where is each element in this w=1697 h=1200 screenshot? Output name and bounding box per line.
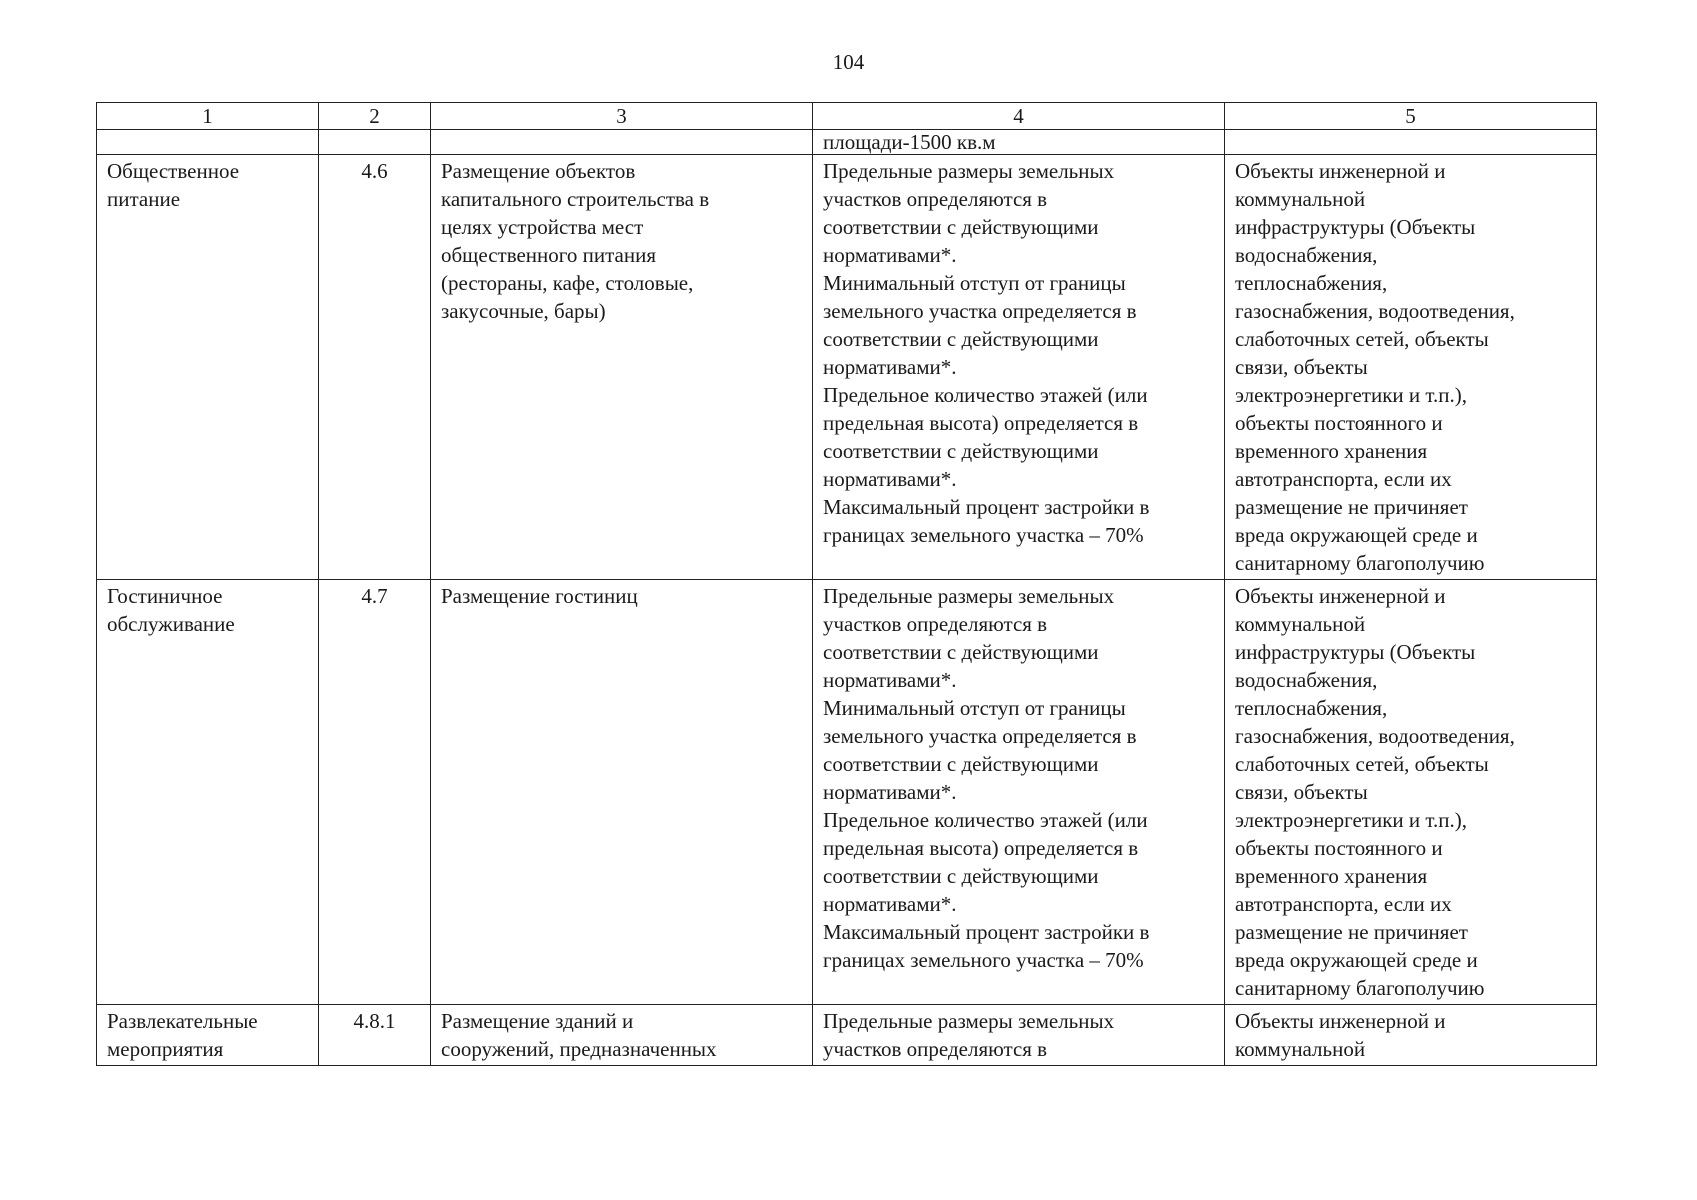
table-cell bbox=[319, 130, 431, 155]
land-use-table bbox=[96, 102, 1597, 1066]
table-row bbox=[97, 155, 1597, 580]
table-cell bbox=[431, 130, 813, 155]
use-code-cell: 4.7 bbox=[319, 580, 431, 1005]
table-cell bbox=[97, 130, 319, 155]
auxiliary-uses-cell: Объекты инженерной и коммунальной инфраструктуры (Объекты водоснабжения, теплоснабжения, газоснабжения, водоотведения, слаботочных сетей, объекты связи, объекты электроэнергетики и т.п.), объекты постоянного и временного хранения автотранспорта, если их размещение не причиняет вреда окружающей среде и санитарному благополучию bbox=[1225, 580, 1597, 1005]
header-cell: 5 bbox=[1225, 103, 1597, 130]
header-cell: 3 bbox=[431, 103, 813, 130]
use-description-cell: Размещение объектов капитального строительства в целях устройства мест общественного питания (рестораны, кафе, столовые, закусочные, бары) bbox=[431, 155, 813, 580]
use-name-cell: Развлекательные мероприятия bbox=[97, 1005, 319, 1066]
table-row bbox=[97, 1005, 1597, 1066]
parameters-cell: Предельные размеры земельных участков определяются в соответствии с действующими нормативами*. Минимальный отступ от границы земельного участка определяется в соответствии с действующими нормативами*. Предельное количество этажей (или предельная высота) определяется в соответствии с действующими нормативами*. Максимальный процент застройки в границах земельного участка – 70% bbox=[813, 580, 1225, 1005]
parameters-cell: Предельные размеры земельных участков определяются в соответствии с действующими нормативами*. Минимальный отступ от границы земельного участка определяется в соответствии с действующими нормативами*. Предельное количество этажей (или предельная высота) определяется в соответствии с действующими нормативами*. Максимальный процент застройки в границах земельного участка – 70% bbox=[813, 155, 1225, 580]
parameters-cell: Предельные размеры земельных участков определяются в bbox=[813, 1005, 1225, 1066]
header-cell: 4 bbox=[813, 103, 1225, 130]
use-description-cell: Размещение зданий и сооружений, предназначенных bbox=[431, 1005, 813, 1066]
use-code-cell: 4.6 bbox=[319, 155, 431, 580]
header-cell: 2 bbox=[319, 103, 431, 130]
table-cell bbox=[1225, 130, 1597, 155]
auxiliary-uses-cell: Объекты инженерной и коммунальной инфраструктуры (Объекты водоснабжения, теплоснабжения, газоснабжения, водоотведения, слаботочных сетей, объекты связи, объекты электроэнергетики и т.п.), объекты постоянного и временного хранения автотранспорта, если их размещение не причиняет вреда окружающей среде и санитарному благополучию bbox=[1225, 155, 1597, 580]
continuation-row bbox=[97, 130, 1597, 155]
page-number: 104 bbox=[832, 50, 865, 74]
use-description-cell: Размещение гостиниц bbox=[431, 580, 813, 1005]
use-name-cell: Гостиничное обслуживание bbox=[97, 580, 319, 1005]
auxiliary-uses-cell: Объекты инженерной и коммунальной bbox=[1225, 1005, 1597, 1066]
table-row bbox=[97, 580, 1597, 1005]
header-cell: 1 bbox=[97, 103, 319, 130]
table-cell: площади-1500 кв.м bbox=[813, 130, 1225, 155]
use-code-cell: 4.8.1 bbox=[319, 1005, 431, 1066]
use-name-cell: Общественное питание bbox=[97, 155, 319, 580]
table-header-row bbox=[97, 103, 1597, 130]
